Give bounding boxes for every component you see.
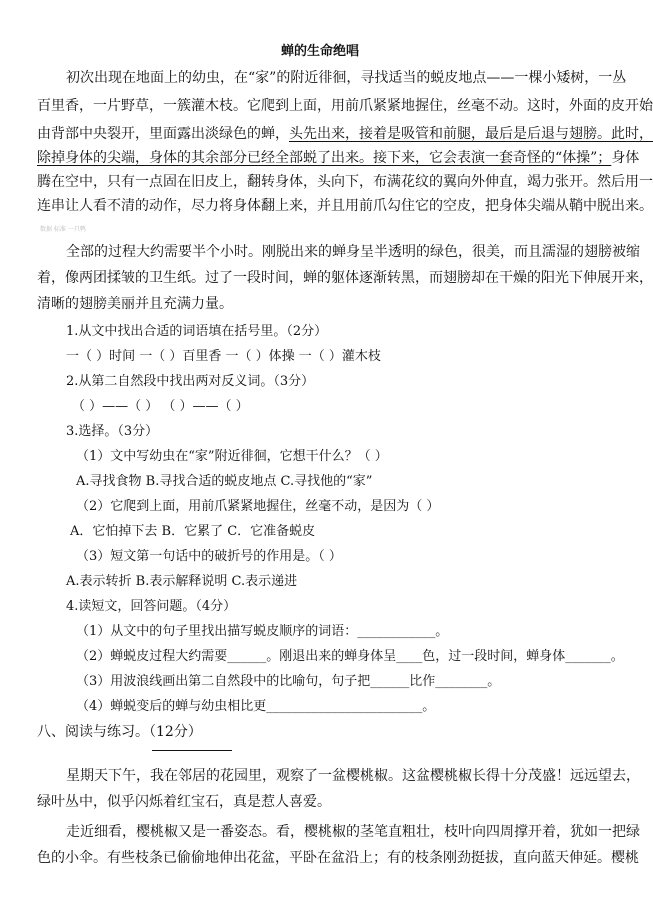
passage-line [37, 170, 653, 194]
question-4-2: （2）蝉蜕皮过程大约需要______。刚退出来的蝉身体呈____色，过一段时间，蝉身体_______。 [76, 649, 624, 664]
passage-line: 着，像两团揉皱的卫生纸。过了一段时间，蝉的躯体逐渐转黑，而翅膀却在干燥的阳光下伸展开来， [37, 270, 653, 286]
passage-line [37, 94, 653, 118]
line-text: 初次出现在地面上的幼虫，在“家”的附近徘徊，寻找适当的蜕皮地点——一棵小矮树，一丛 [66, 70, 627, 86]
question-3-2-options: A．它怕掉下去 B．它累了 C．它准备蜕皮 [70, 524, 316, 539]
question-4-1: （1）从文中的句子里找出描写蜕皮顺序的词语：____________。 [76, 624, 449, 639]
question-2-blanks: （ ）——（ ） （ ）——（ ） [72, 399, 249, 414]
line-text: 连串让人看不清的动作，尽力将身体翻上来，并且用前爪勾住它的空皮，把身体尖端从鞘中脱出来。 [37, 198, 653, 214]
question-3-3: （3）短文第一句话中的破折号的作用是。（ ） [76, 549, 342, 564]
faint-note: 数据 标准 一只鸭 [40, 226, 86, 233]
passage-line: 绿叶丛中，似乎闪烁着红宝石，真是惹人喜爱。 [37, 794, 331, 810]
question-3-1: （1）文中写幼虫在“家”附近徘徊，它想干什么？（ ） [76, 449, 388, 464]
passage-line: 全部的过程大约需要半个小时。刚脱出来的蝉身呈半透明的绿色，很美，而且濡湿的翅膀被缩 [66, 244, 640, 260]
question-1: 1.从文中找出合适的词语填在括号里。（2分） [66, 324, 328, 339]
passage-line [37, 194, 653, 218]
line-text: 腾在空中，只有一点固在旧皮上，翻转身体，头向下，布满花纹的翼向外伸直，竭力张开。然后用一 [37, 174, 653, 190]
passage-line: 清晰的翅膀美丽并且充满力量。 [37, 296, 233, 312]
question-3-2: （2）它爬到上面，用前爪紧紧地握住，丝毫不动，是因为（ ） [76, 499, 440, 514]
passage-line: 色的小伞。有些枝条已偷偷地伸出花盆，平卧在盆沿上；有的枝条刚劲挺拔，直向蓝天伸延。樱桃 [37, 850, 639, 866]
title-blank-line [152, 750, 232, 751]
question-4-4: （4）蝉蜕变后的蝉与幼虫相比更________________________。 [76, 699, 436, 714]
question-3-3-options: A.表示转折 B.表示解释说明 C.表示递进 [66, 574, 298, 589]
question-3-1-options: A.寻找食物 B.寻找合适的蜕皮地点 C.寻找他的“家” [76, 474, 373, 489]
line-text: 由背部中央裂开，里面露出淡绿色的蝉， [37, 126, 289, 142]
section-8-heading: 八、阅读与练习。（12分） [37, 724, 202, 740]
passage-line [37, 122, 653, 146]
underlined-sentence: 头先出来，接着是吸管和前腿，最后是后退与翅膀。此时， [289, 126, 653, 142]
passage-line: 星期天下午，我在邻居的花园里，观察了一盆樱桃椒。这盆樱桃椒长得十分茂盛！远远望去， [66, 768, 640, 784]
passage-line [66, 66, 627, 90]
line-text: 身体 [611, 150, 640, 166]
question-4-3: （3）用波浪线画出第二自然段中的比喻句，句子把______比作________。 [76, 674, 501, 689]
question-3: 3.选择。（3分） [66, 424, 159, 439]
passage-line [37, 146, 640, 170]
underlined-sentence: 除掉身体的尖端，身体的其余部分已经全部蜕了出来。接下来，它会表演一套奇怪的“体操”； [37, 150, 612, 166]
passage-title: 蝉的生命绝唱 [280, 44, 359, 59]
line-text: 百里香，一片野草，一簇灌木枝。它爬到上面，用前爪紧紧地握住，丝毫不动。这时，外面的皮开始 [37, 98, 653, 114]
passage-line: 走近细看，樱桃椒又是一番姿态。看，樱桃椒的茎笔直粗壮，枝叶向四周撑开着，犹如一把绿 [66, 824, 640, 840]
question-1-blanks: 一（ ）时间 一（ ）百里香 一（ ）体操 一（ ）灌木枝 [66, 349, 381, 364]
question-2: 2.从第二自然段中找出两对反义词。（3分） [66, 374, 315, 389]
question-4: 4.读短文，回答问题。（4分） [66, 599, 237, 614]
